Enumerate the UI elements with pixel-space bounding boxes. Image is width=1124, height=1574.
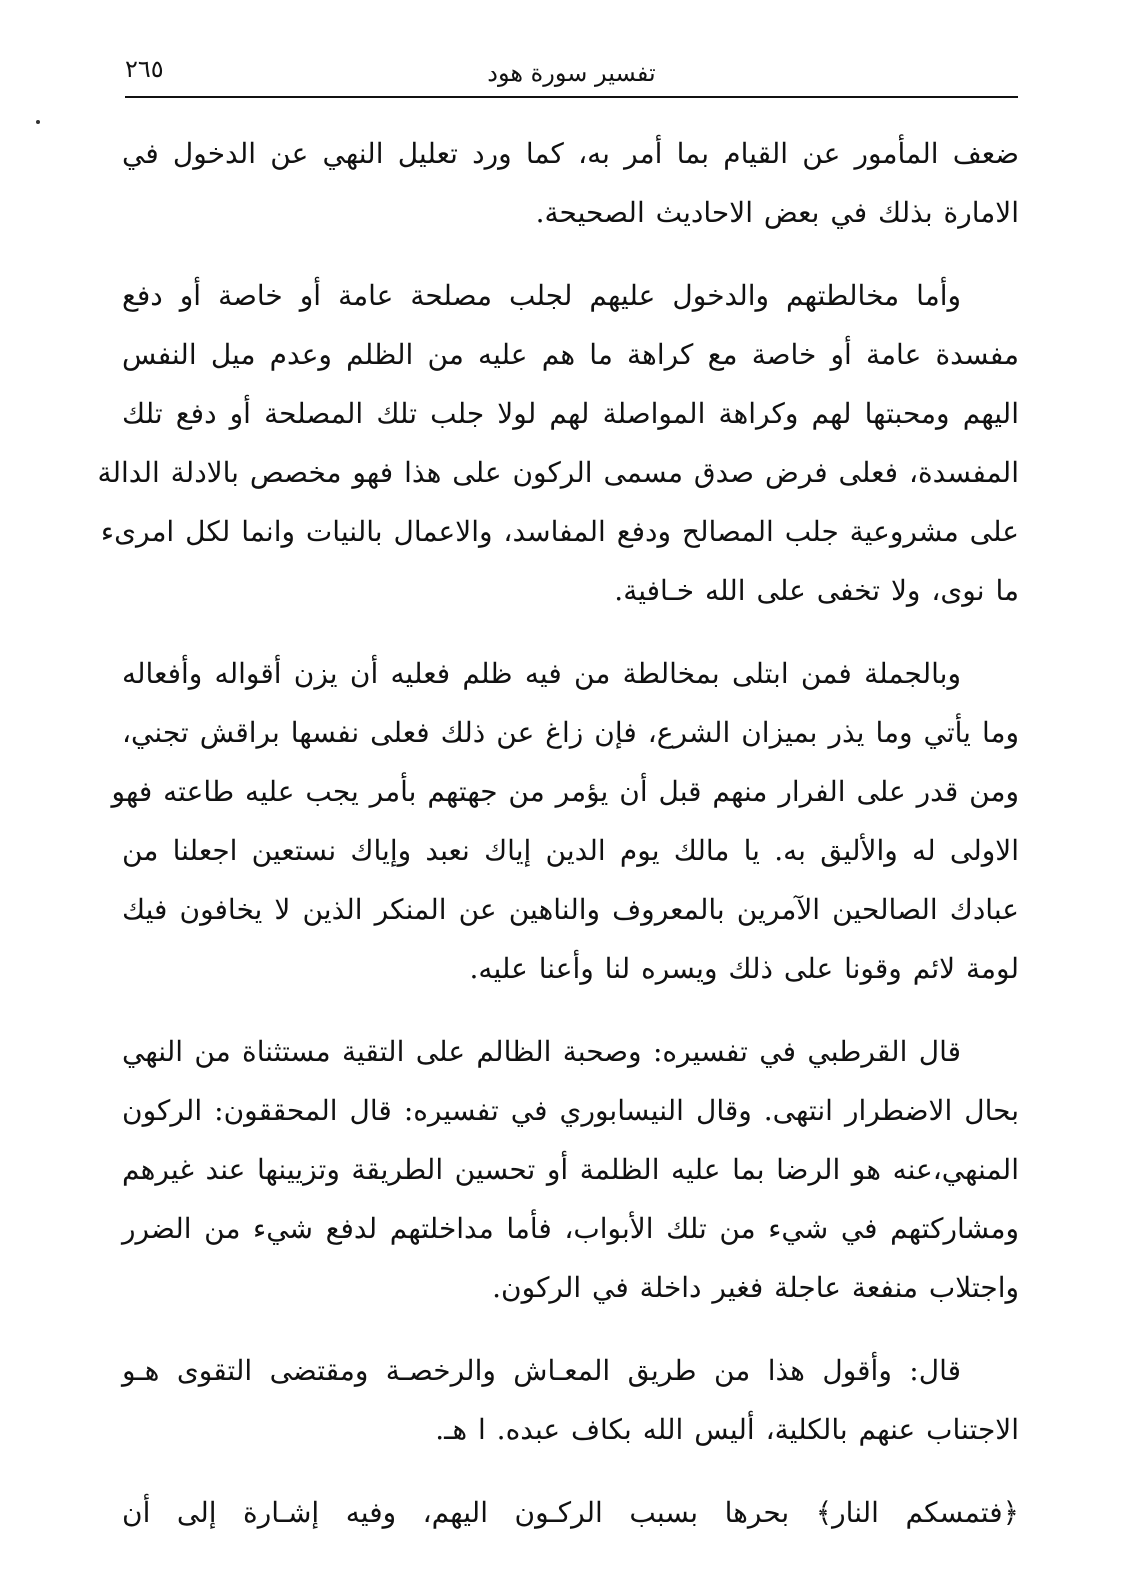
page-header [125, 52, 1018, 98]
text-line: ﴿فتمسكم النار﴾ بحرها بسبب الركـون اليهم، وفيه إشـارة إلى أن [122, 1496, 1019, 1529]
paragraph [122, 1022, 1019, 1317]
text-line: ومشاركتهم في شيء من تلك الأبواب، فأما مداخلتهم لدفع شيء من الضرر [122, 1212, 1019, 1245]
paragraph [97, 266, 1019, 620]
text-line: واجتلاب منفعة عاجلة فغير داخلة في الركون. [492, 1271, 1019, 1304]
text-line: الاولى له والأليق به. يا مالك يوم الدين إياك نعبد وإياك نستعين اجعلنا من [122, 834, 1019, 867]
text-line: لومة لائم وقونا على ذلك ويسره لنا وأعنا عليه. [469, 952, 1019, 985]
text-line: ما نوى، ولا تخفى على الله خـافية. [614, 574, 1019, 607]
body-text [97, 124, 1019, 1542]
text-line: ضعف المأمور عن القيام بما أمر به، كما ورد تعليل النهي عن الدخول في [122, 137, 1019, 170]
text-line: المفسدة، فعلى فرض صدق مسمى الركون على هذا فهو مخصص بالادلة الدالة [97, 456, 1019, 489]
paragraph [122, 1483, 1019, 1542]
text-line: مفسدة عامة أو خاصة مع كراهة ما هم عليه من الظلم وعدم ميل النفس [122, 338, 1019, 371]
text-line: ومن قدر على الفرار منهم قبل أن يؤمر من جهتهم بأمر يجب عليه طاعته فهو [111, 775, 1019, 808]
running-title: تفسير سورة هود [487, 59, 656, 87]
text-line: وما يأتي وما يذر بميزان الشرع، فإن زاغ عن ذلك فعلى نفسها براقش تجني، [122, 716, 1019, 749]
text-line: بحال الاضطرار انتهى. وقال النيسابوري في تفسيره: قال المحققون: الركون [122, 1094, 1019, 1127]
text-line: قال القرطبي في تفسيره: وصحبة الظالم على التقية مستثناة من النهي [122, 1035, 961, 1068]
text-line: وأما مخالطتهم والدخول عليهم لجلب مصلحة عامة أو خاصة أو دفع [122, 279, 961, 312]
paragraph [122, 124, 1019, 242]
text-line: على مشروعية جلب المصالح ودفع المفاسد، والاعمال بالنيات وانما لكل امرىء [100, 515, 1019, 548]
paragraph [122, 1341, 1019, 1459]
text-line: اليهم ومحبتها لهم وكراهة المواصلة لهم لولا جلب تلك المصلحة أو دفع تلك [122, 397, 1019, 430]
text-line: المنهي،عنه هو الرضا بما عليه الظلمة أو تحسين الطريقة وتزيينها عند غيرهم [122, 1153, 1019, 1186]
text-line: وبالجملة فمن ابتلى بمخالطة من فيه ظلم فعليه أن يزن أقواله وأفعاله [122, 657, 961, 690]
text-line: الامارة بذلك في بعض الاحاديث الصحيحة. [535, 196, 1019, 229]
text-line: عبادك الصالحين الآمرين بالمعروف والناهين عن المنكر الذين لا يخافون فيك [122, 893, 1019, 926]
header-rule [125, 96, 1018, 98]
text-line: قال: وأقول هذا من طريق المعـاش والرخصـة ومقتضى التقوى هـو [122, 1354, 961, 1387]
page-number: ٢٦٥ [125, 55, 164, 83]
paragraph [111, 644, 1019, 998]
text-line: الاجتناب عنهم بالكلية، أليس الله بكاف عبده. ا هـ. [435, 1413, 1019, 1446]
scan-speck [36, 120, 40, 124]
